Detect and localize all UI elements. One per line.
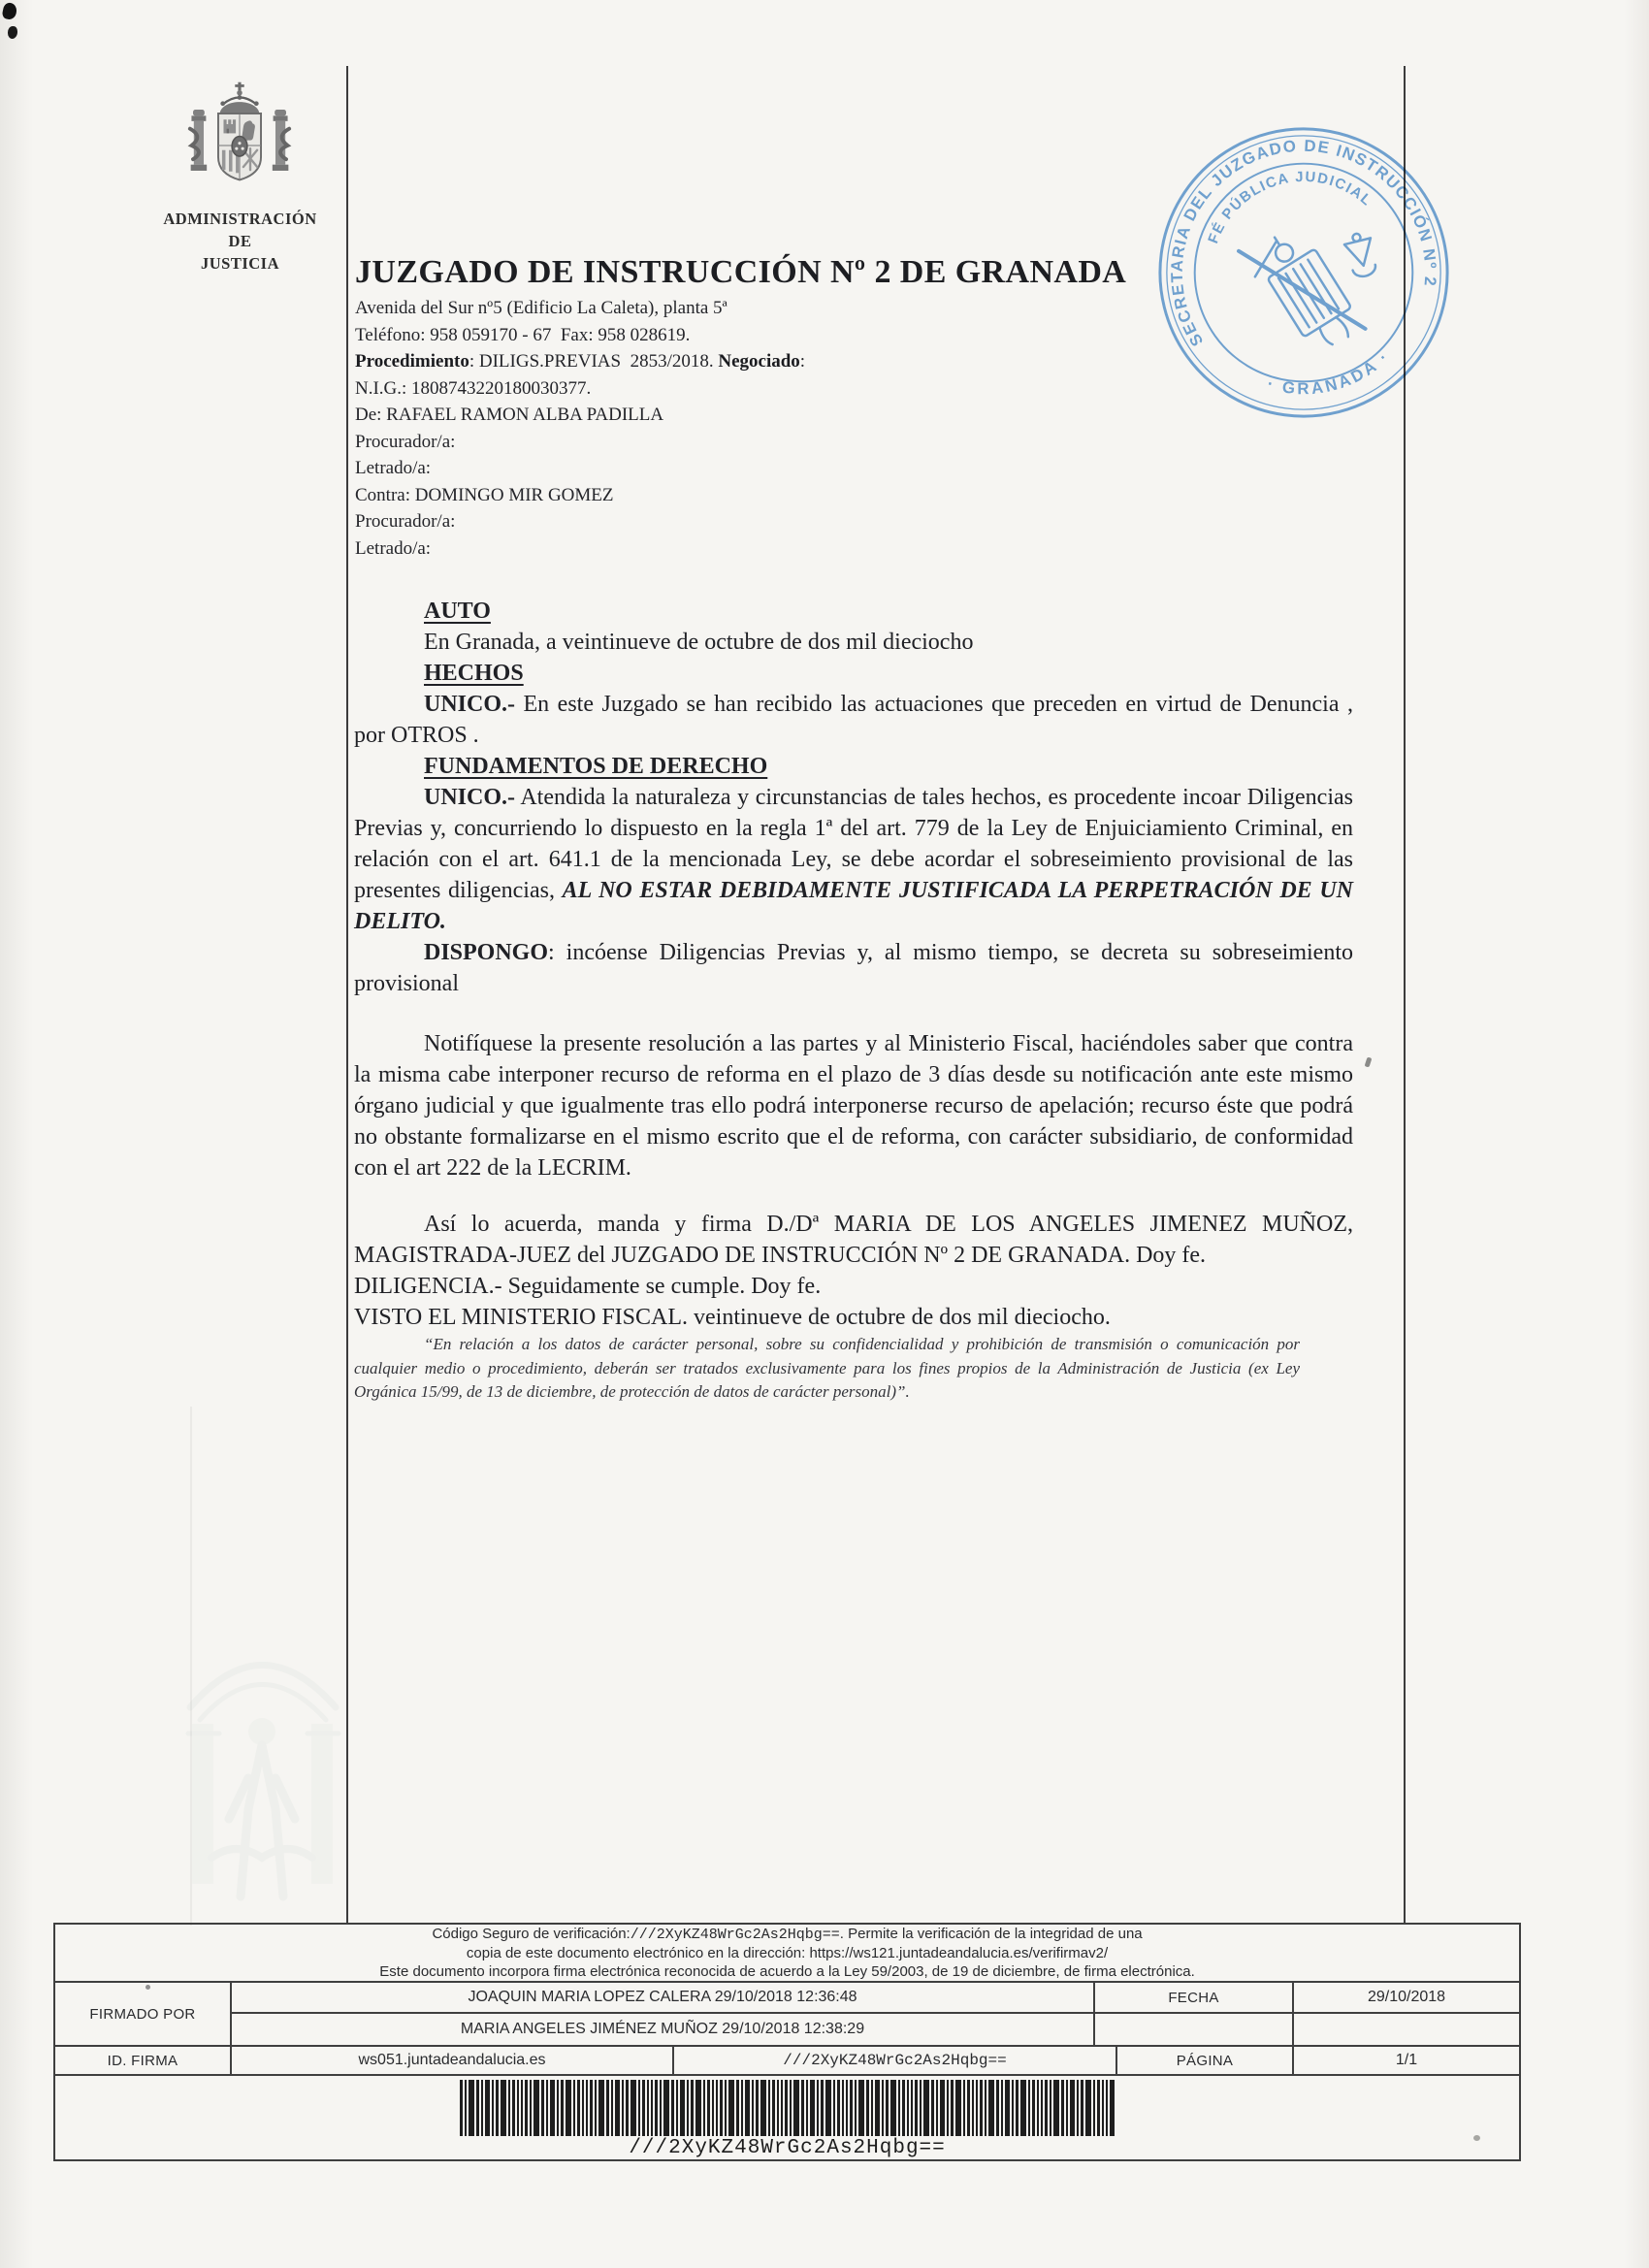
document-body [354,596,1353,1405]
hechos-text: En este Juzgado se han recibido las actuaciones que preceden en virtud de Denuncia , por OTROS . [354,692,1353,748]
verifirma-footer [53,1923,1521,2161]
signer-row: MARIA ANGELES JIMÉNEZ MUÑOZ 29/10/2018 12:38:29 [231,2013,1094,2046]
spain-coat-of-arms-icon [182,68,297,202]
fundamentos-emphasis: AL NO ESTAR DEBIDAMENTE JUSTIFICADA LA PERPETRACIÓN DE UN DELITO. [354,878,1353,934]
procedure-line [355,348,1228,375]
firmado-por-label: FIRMADO POR [54,1982,231,2046]
stamp-ring-bottom-text: · GRANADA · [1265,346,1394,399]
stamp-inner-text: FÉ PÚBLICA JUDICIAL [1206,169,1375,246]
pagina-label: PÁGINA [1116,2046,1293,2075]
org-caption [136,208,344,275]
fundamentos-text: Atendida la naturaleza y circunstancias de tales hechos, es procedente incoar Diligencias Previas y, concurriendo lo dispuesto en la regla 1ª del art. 779 de la Ley de Enjuiciamiento Criminal, en relación con el art. 641.1 de la mencionada Ley, se debe acordar el sobreseimiento provisional de las presentes diligencias, [354,785,1353,903]
empty-cell [1094,2013,1293,2046]
csv-prefix: Código Seguro de verificación: [432,1926,630,1942]
fundamentos-heading: FUNDAMENTOS DE DERECHO [424,754,768,779]
letrado-line: Letrado/a: [355,537,432,559]
org-caption-line: DE [228,232,252,250]
svg-text:· GRANADA · [1261,344,1398,410]
dispongo-text: : incóense Diligencias Previas y, al mismo tiempo, se decreta su sobreseimiento provisional [354,940,1353,996]
verification-line3: Este documento incorpora firma electrónica reconocida de acuerdo a la Ley 59/2003, de 19 de diciembre, de firma electrónica. [379,1963,1195,1980]
address-line: Avenida del Sur nº5 (Edificio La Caleta), planta 5ª [355,298,728,318]
stamp-ring-text: SECRETARIA DEL JUZGADO DE INSTRUCCIÓN Nº 2 [1167,136,1440,350]
org-caption-line: JUSTICIA [200,254,280,273]
dispongo-paragraph [354,937,1353,999]
hechos-heading: HECHOS [424,661,524,686]
csv-suffix: . Permite la verificación de la integridad de una [839,1926,1143,1942]
scan-right-edge [1624,0,1649,2268]
spacer [354,1183,1353,1209]
privacy-note: “En relación a los datos de carácter personal, sobre su confidencialidad y prohibición de transmisión o comunicación por cualquier medio o procedimiento, deberán ser tratados exclusivamente para los fines propios de la Administración de Justicia (ex Ley Orgánica 15/99, de 13 de diciembre, de protección de datos de carácter personal)”. [354,1335,1300,1401]
claimant-line: De: RAFAEL RAMON ALBA PADILLA [355,405,664,425]
csv-code: ///2XyKZ48WrGc2As2Hqbg== [630,1927,840,1943]
verification-line2: copia de este documento electrónico en la dirección: https://ws121.juntadeandalucia.es/verifirmav2/ [466,1945,1109,1961]
barcode-text: ///2XyKZ48WrGc2As2Hqbg== [629,2137,946,2159]
spacer [354,999,1353,1028]
letrado-line: Letrado/a: [355,458,432,478]
fecha-label: FECHA [1094,1982,1293,2013]
stamp-emblem [1236,207,1396,369]
procedure-value: : DILIGS.PREVIAS 2853/2018. [469,351,719,372]
signer-row: JOAQUIN MARIA LOPEZ CALERA 29/10/2018 12:36:48 [231,1982,1094,2013]
verification-text-cell [54,1924,1520,1982]
nig-line: N.I.G.: 1808743220180030377. [355,377,592,399]
date-line: En Granada, a veintinueve de octubre de dos mil dieciocho [424,630,974,655]
id-firma-label: ID. FIRMA [54,2046,231,2075]
hechos-lead: UNICO.- [424,692,515,717]
diligencia-line: DILIGENCIA.- Seguidamente se cumple. Doy fe. [354,1274,822,1299]
barcode-icon [460,2080,1115,2136]
procurador-line: Procurador/a: [355,431,456,452]
court-title: JUZGADO DE INSTRUCCIÓN Nº 2 DE GRANADA [355,254,1127,290]
court-stamp-icon [1149,118,1458,427]
negociado-value: : [799,351,806,372]
id-firma-value: ws051.juntadeandalucia.es [231,2046,673,2075]
auto-heading: AUTO [424,599,491,624]
fecha-value: 29/10/2018 [1293,1982,1520,2013]
case-info-block [355,295,1228,562]
fundamentos-paragraph [354,782,1353,937]
asi-paragraph: Así lo acuerda, manda y firma D./Dª MARIA DE LOS ANGELES JIMENEZ MUÑOZ, MAGISTRADA-JUEZ del JUZGADO DE INSTRUCCIÓN Nº 2 DE GRANADA. Doy fe. [354,1212,1353,1268]
procedure-label: Procedimiento [355,351,469,372]
org-caption-line: ADMINISTRACIÓN [163,210,317,228]
scan-speck [1365,1056,1373,1067]
notifiquese-paragraph: Notifíquese la presente resolución a las partes y al Ministerio Fiscal, haciéndoles saber que contra la misma cabe interponer recurso de reforma en el plazo de 3 días desde su notificación ante este mismo órgano judicial y que igualmente tras ello podrá interponerse recurso de apelación; recurso éste que podrá no obstante formalizarse en el mismo escrito que el de reforma, con carácter subsidiario, de conformidad con el art 222 de la LECRIM. [354,1031,1353,1181]
scan-left-edge [0,0,33,2268]
junta-watermark-icon [173,1615,352,1921]
empty-cell [1293,2013,1520,2046]
hechos-paragraph [354,689,1353,751]
phone-line: Teléfono: 958 059170 - 67 Fax: 958 028619. [355,324,691,345]
dispongo-label: DISPONGO [424,940,549,965]
visto-line: VISTO EL MINISTERIO FISCAL. veintinueve de octubre de dos mil dieciocho. [354,1305,1111,1330]
negociado-label: Negociado [718,351,800,372]
barcode-cell [54,2075,1520,2160]
defendant-line: Contra: DOMINGO MIR GOMEZ [355,484,614,505]
fundamentos-lead: UNICO.- [424,785,515,810]
signature-code: ///2XyKZ48WrGc2As2Hqbg== [673,2046,1116,2075]
pagina-value: 1/1 [1293,2046,1520,2075]
procurador-line: Procurador/a: [355,511,456,532]
